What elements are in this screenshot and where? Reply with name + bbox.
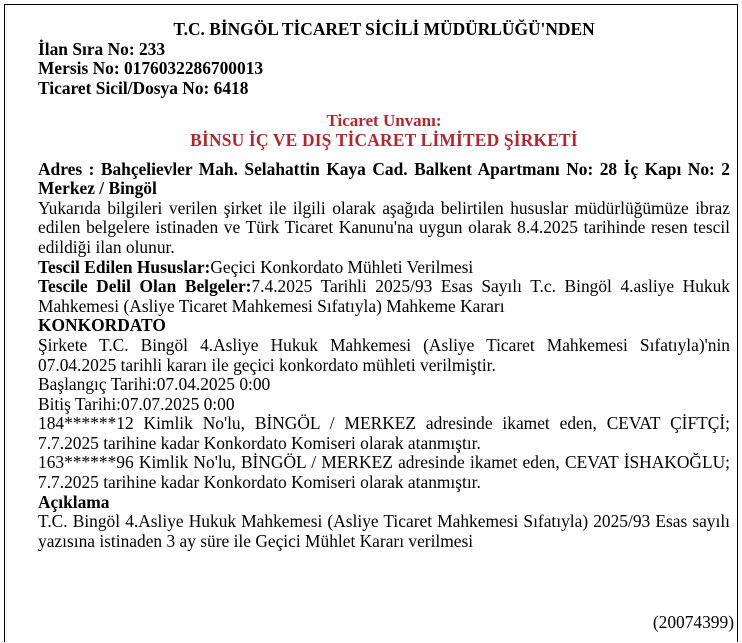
commissioner-1: 184******12 Kimlik No'lu, BİNGÖL / MERKEZ adresinde ikamet eden, CEVAT ÇİFTÇİ; 7.7.2025 tarihine kadar Konkordato Komiseri olarak atanmıştır. bbox=[38, 413, 730, 453]
commissioner-2: 163******96 Kimlik No'lu, BİNGÖL / MERKEZ adresinde ikamet eden, CEVAT İSHAKOĞLU; 7.7.2025 tarihine kadar Konkordato Komiseri olarak atanmıştır. bbox=[38, 452, 730, 493]
evidence-documents-label: Tescile Delil Olan Belgeler: bbox=[38, 276, 252, 297]
registered-matters-value: Geçici Konkordato Mühleti Verilmesi bbox=[210, 256, 474, 277]
trade-registry-number: Ticaret Sicil/Dosya No: 6418 bbox=[38, 77, 249, 98]
end-date: Bitiş Tarihi:07.07.2025 0:00 bbox=[38, 393, 235, 414]
konkordato-text: Şirkete T.C. Bingöl 4.Asliye Hukuk Mahkemesi (Asliye Ticaret Mahkemesi Sıfatıyla)'nin 07.04.2025 tarihli kararı ile geçici konkordato mühleti verilmiştir. bbox=[38, 334, 730, 375]
start-date: Başlangıç Tarihi:07.04.2025 0:00 bbox=[38, 374, 271, 395]
intro-paragraph: Yukarıda bilgileri verilen şirket ile ilgili olarak aşağıda belirtilen hususlar müdürlüğümüze ibraz edilen belgelere istinaden ve Türk Ticaret Kanunu'na uygun olarak 8.4.2025 tarihinde resen tescil edildiği ilan olunur. bbox=[38, 197, 730, 257]
evidence-documents bbox=[38, 277, 730, 316]
explanation-heading: Açıklama bbox=[38, 491, 110, 512]
company-name: BİNSU İÇ VE DIŞ TİCARET LİMİTED ŞİRKETİ bbox=[190, 129, 578, 150]
konkordato-heading: KONKORDATO bbox=[38, 315, 166, 336]
trade-name-label: Ticaret Unvanı: bbox=[326, 111, 442, 131]
registered-matters bbox=[38, 258, 730, 278]
registered-matters-label: Tescil Edilen Hususlar: bbox=[38, 256, 211, 277]
mersis-number: Mersis No: 0176032286700013 bbox=[38, 58, 264, 79]
ilan-sira-number: İlan Sıra No: 233 bbox=[38, 38, 166, 59]
authority-heading: T.C. BİNGÖL TİCARET SİCİLİ MÜDÜRLÜĞÜ'NDEN bbox=[173, 19, 595, 39]
reference-number: (20074399) bbox=[652, 612, 734, 632]
announcement-content bbox=[38, 20, 730, 551]
evidence-documents-value: 7.4.2025 Tarihli 2025/93 Esas Sayılı T.c. Bingöl 4.asliye Hukuk Mahkemesi (Asliye Ticaret Mahkemesi Sıfatıyla) Mahkeme Kararı bbox=[38, 276, 730, 316]
explanation-text: T.C. Bingöl 4.Asliye Hukuk Mahkemesi (Asliye Ticaret Mahkemesi Sıfatıyla) 2025/93 Esas sayılı yazısına istinaden 3 ay süre ile Geçici Mühlet Kararı verilmesi bbox=[38, 511, 730, 551]
company-address: Adres : Bahçelievler Mah. Selahattin Kaya Cad. Balkent Apartmanı No: 28 İç Kapı No: 2 Merkez / Bingöl bbox=[38, 158, 730, 199]
trade-name-block bbox=[38, 111, 730, 150]
